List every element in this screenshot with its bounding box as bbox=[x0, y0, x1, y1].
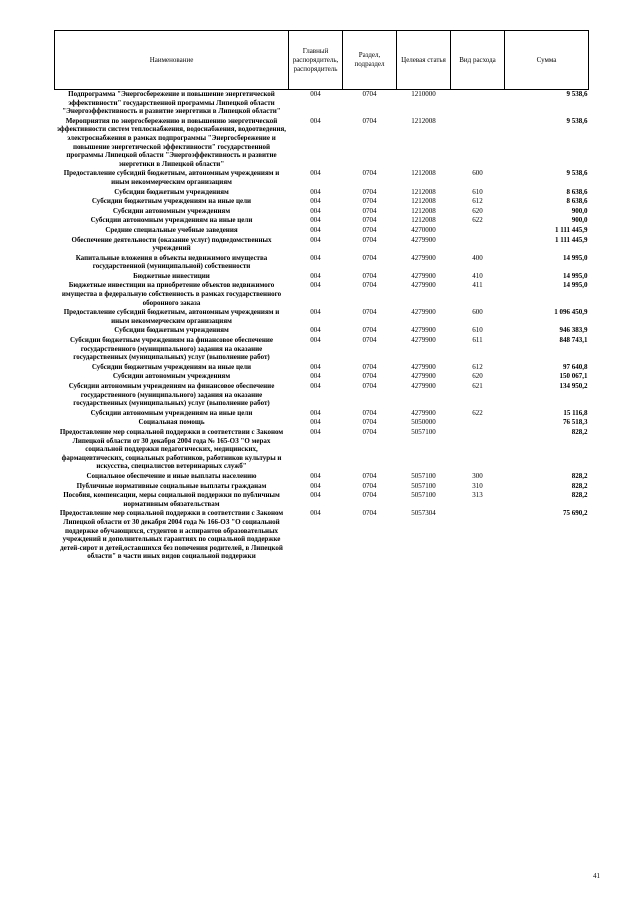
row-section: 0704 bbox=[362, 372, 377, 381]
header-target: Целевая статья bbox=[397, 31, 451, 90]
row-section: 0704 bbox=[362, 271, 377, 280]
row-section: 0704 bbox=[362, 491, 377, 500]
row-sum: 150 067,1 bbox=[559, 372, 588, 381]
row-sum: 97 640,8 bbox=[563, 362, 588, 371]
row-name: Пособия, компенсации, меры социальной поддержки по публичным нормативным обязательствам bbox=[63, 491, 280, 508]
row-target: 5057100 bbox=[411, 471, 436, 480]
row-target: 1212008 bbox=[411, 116, 436, 125]
row-main-manager: 004 bbox=[310, 197, 321, 206]
row-name: Субсидии бюджетным учреждениям bbox=[114, 326, 229, 335]
row-main-manager: 004 bbox=[310, 216, 321, 225]
row-name: Субсидии автономным учреждениям bbox=[112, 206, 231, 215]
row-name: Субсидии бюджетным учреждениям на иные цели bbox=[91, 362, 252, 371]
table-row bbox=[55, 197, 589, 207]
row-target: 4279900 bbox=[411, 382, 436, 390]
row-sum: 828,2 bbox=[571, 491, 588, 500]
row-sum: 828,2 bbox=[571, 481, 588, 490]
row-main-manager: 004 bbox=[310, 90, 321, 98]
row-section: 0704 bbox=[362, 408, 377, 417]
table-row bbox=[55, 509, 589, 562]
row-target: 4279900 bbox=[411, 235, 436, 244]
row-expense-type: 600 bbox=[472, 169, 483, 178]
row-name: Бюджетные инвестиции bbox=[133, 271, 210, 280]
row-expense-type: 410 bbox=[472, 271, 483, 280]
row-main-manager: 004 bbox=[310, 116, 321, 125]
row-section: 0704 bbox=[362, 197, 377, 206]
row-sum: 15 116,8 bbox=[563, 408, 588, 417]
table-row bbox=[55, 254, 589, 272]
row-main-manager: 004 bbox=[310, 253, 321, 262]
row-main-manager: 004 bbox=[310, 187, 321, 196]
row-expense-type bbox=[451, 428, 505, 472]
row-expense-type: 622 bbox=[472, 216, 483, 225]
row-section: 0704 bbox=[362, 418, 377, 427]
row-main-manager: 004 bbox=[310, 271, 321, 280]
table-row bbox=[55, 207, 589, 217]
table-row bbox=[55, 336, 589, 363]
row-target: 5057100 bbox=[411, 427, 436, 436]
row-expense-type bbox=[451, 509, 505, 562]
row-target: 1212008 bbox=[411, 187, 436, 196]
budget-table bbox=[54, 30, 589, 562]
row-name: Социальное обеспечение и иные выплаты населению bbox=[86, 471, 257, 480]
row-name: Субсидии автономным учреждениям на финансовое обеспечение государственного (муниципального) задания на оказание государственных (муниципальных) услуг (выполнение работ) bbox=[68, 382, 275, 408]
page-number: 41 bbox=[593, 872, 600, 880]
row-section: 0704 bbox=[362, 187, 377, 196]
table-row bbox=[55, 216, 589, 226]
row-target: 4279900 bbox=[411, 372, 436, 381]
row-target: 4279900 bbox=[411, 253, 436, 262]
row-target: 1210000 bbox=[411, 90, 436, 98]
row-main-manager: 004 bbox=[310, 418, 321, 427]
table-row bbox=[55, 482, 589, 492]
row-main-manager: 004 bbox=[310, 206, 321, 215]
row-main-manager: 004 bbox=[310, 372, 321, 381]
row-main-manager: 004 bbox=[310, 491, 321, 500]
table-row bbox=[55, 409, 589, 419]
row-name: Капитальные вложения в объекты недвижимого имущества государственной (муниципальной) собственности bbox=[75, 253, 268, 271]
row-section: 0704 bbox=[362, 481, 377, 490]
row-section: 0704 bbox=[362, 235, 377, 244]
table-row bbox=[55, 236, 589, 254]
table-row bbox=[55, 90, 589, 117]
table-row bbox=[55, 326, 589, 336]
row-target: 5050000 bbox=[411, 418, 436, 427]
row-expense-type: 612 bbox=[472, 197, 483, 206]
row-sum: 1 096 450,9 bbox=[554, 308, 588, 317]
row-name: Субсидии автономным учреждениям на иные цели bbox=[90, 216, 253, 225]
row-expense-type: 400 bbox=[472, 253, 483, 262]
row-section: 0704 bbox=[362, 308, 377, 317]
row-name: Субсидии бюджетным учреждениям на финансовое обеспечение государственного (муниципального) задания на оказание государственных (муниципальных) услуг (выполнение работ) bbox=[69, 336, 273, 362]
row-sum: 1 111 445,9 bbox=[555, 225, 588, 234]
row-target: 1212008 bbox=[411, 169, 436, 178]
row-section: 0704 bbox=[362, 326, 377, 335]
row-target: 5057304 bbox=[411, 509, 436, 518]
row-expense-type: 411 bbox=[472, 281, 483, 290]
row-name: Предоставление мер социальной поддержки в соответствии с Законом Липецкой области от 30 декабря 2004 года № 165-ОЗ "О мерах социальной поддержки педагогических, медицинских, фармацевтических, социальных работников, работников культуры и искусства, специалистов ветеринарных служб" bbox=[59, 427, 284, 471]
table-row bbox=[55, 272, 589, 282]
row-name: Бюджетные инвестиции на приобретение объектов недвижимого имущества в федеральную собственность в рамках государственного оборонного заказа bbox=[61, 281, 282, 307]
row-section: 0704 bbox=[362, 427, 377, 436]
header-expense-type: Вид расхода bbox=[451, 31, 505, 90]
row-target: 4279900 bbox=[411, 408, 436, 417]
row-target: 4279900 bbox=[411, 281, 436, 290]
header-sum: Сумма bbox=[505, 31, 589, 90]
row-name: Социальная помощь bbox=[138, 418, 205, 427]
row-expense-type: 620 bbox=[472, 372, 483, 381]
row-main-manager: 004 bbox=[310, 235, 321, 244]
table-row bbox=[55, 491, 589, 509]
row-name: Средние специальные учебные заведения bbox=[105, 225, 238, 234]
row-main-manager: 004 bbox=[310, 408, 321, 417]
row-target: 4279900 bbox=[411, 336, 436, 345]
row-name: Субсидии автономным учреждениям на иные цели bbox=[90, 408, 253, 417]
row-expense-type: 300 bbox=[472, 471, 483, 480]
row-name: Предоставление субсидий бюджетным, автономным учреждениям и иным некоммерческим организациям bbox=[63, 308, 280, 325]
row-main-manager: 004 bbox=[310, 308, 321, 317]
row-target: 4279900 bbox=[411, 271, 436, 280]
row-sum: 946 383,9 bbox=[559, 326, 588, 335]
row-name: Подпрограмма "Энергосбережение и повышение энергетической эффективности" государственной программы Липецкой области "Энергоэффективность и развитие энергетики в Липецкой области" bbox=[62, 90, 281, 116]
row-sum: 828,2 bbox=[571, 471, 588, 480]
row-expense-type: 610 bbox=[472, 326, 483, 335]
row-sum: 9 538,6 bbox=[566, 116, 588, 125]
row-section: 0704 bbox=[362, 116, 377, 125]
table-row bbox=[55, 418, 589, 428]
table-row bbox=[55, 472, 589, 482]
row-sum: 75 690,2 bbox=[563, 509, 588, 518]
row-main-manager: 004 bbox=[310, 481, 321, 490]
row-name: Предоставление субсидий бюджетным, автономным учреждениям и иным некоммерческим организациям bbox=[63, 169, 280, 186]
row-expense-type bbox=[451, 418, 505, 428]
row-sum: 848 743,1 bbox=[559, 336, 588, 345]
row-target: 1212008 bbox=[411, 197, 436, 206]
row-main-manager: 004 bbox=[310, 281, 321, 290]
row-sum: 14 995,0 bbox=[563, 281, 588, 290]
row-sum: 14 995,0 bbox=[563, 271, 588, 280]
row-section: 0704 bbox=[362, 225, 377, 234]
row-main-manager: 004 bbox=[310, 326, 321, 335]
row-target: 5057100 bbox=[411, 481, 436, 490]
row-sum: 14 995,0 bbox=[563, 253, 588, 262]
row-expense-type: 600 bbox=[472, 308, 483, 317]
row-sum: 8 638,6 bbox=[566, 187, 588, 196]
table-row bbox=[55, 281, 589, 308]
row-section: 0704 bbox=[362, 206, 377, 215]
row-section: 0704 bbox=[362, 471, 377, 480]
row-target: 4279900 bbox=[411, 308, 436, 317]
row-target: 4279900 bbox=[411, 362, 436, 371]
table-row bbox=[55, 226, 589, 236]
row-main-manager: 004 bbox=[310, 382, 321, 390]
row-expense-type: 310 bbox=[472, 481, 483, 490]
table-row bbox=[55, 169, 589, 187]
table-row bbox=[55, 117, 589, 170]
header-name: Наименование bbox=[55, 31, 289, 90]
row-main-manager: 004 bbox=[310, 509, 321, 518]
row-expense-type: 611 bbox=[472, 336, 483, 345]
row-main-manager: 004 bbox=[310, 471, 321, 480]
table-row bbox=[55, 308, 589, 326]
row-expense-type: 612 bbox=[472, 362, 483, 371]
row-name: Субсидии бюджетным учреждениям на иные цели bbox=[91, 197, 252, 206]
row-name: Субсидии автономным учреждениям bbox=[112, 372, 231, 381]
row-name: Предоставление мер социальной поддержки в соответствии с Законом Липецкой области от 30 декабря 2004 года № 166-ОЗ "О социальной поддержке обучающихся, студентов и аспирантов образовательных учреждений и дополнительных гарантиях по социальной поддержке детей-сирот и детей,оставшихся без попечения родителей, в Липецкой области" в части иных видов социальной поддержки bbox=[59, 509, 284, 561]
row-sum: 9 538,6 bbox=[566, 90, 588, 98]
row-name: Публичные нормативные социальные выплаты гражданам bbox=[76, 481, 267, 490]
row-expense-type bbox=[451, 117, 505, 170]
row-expense-type: 610 bbox=[472, 187, 483, 196]
header-main-manager: Главный распорядитель, распорядитель bbox=[289, 31, 343, 90]
table-body bbox=[55, 90, 589, 562]
row-target: 4270000 bbox=[411, 225, 436, 234]
row-target: 4279900 bbox=[411, 326, 436, 335]
row-expense-type: 621 bbox=[472, 382, 483, 390]
table-row bbox=[55, 188, 589, 198]
header-section: Раздел, подраздел bbox=[343, 31, 397, 90]
row-main-manager: 004 bbox=[310, 225, 321, 234]
row-main-manager: 004 bbox=[310, 427, 321, 436]
row-name: Обеспечение деятельности (оказание услуг) подведомственных учреждений bbox=[71, 235, 272, 253]
row-section: 0704 bbox=[362, 336, 377, 345]
row-expense-type: 622 bbox=[472, 408, 483, 417]
table-row bbox=[55, 363, 589, 373]
table-row bbox=[55, 372, 589, 382]
row-expense-type bbox=[451, 226, 505, 236]
row-section: 0704 bbox=[362, 90, 377, 98]
table-row bbox=[55, 428, 589, 472]
table-row bbox=[55, 382, 589, 409]
row-main-manager: 004 bbox=[310, 336, 321, 345]
row-target: 5057100 bbox=[411, 491, 436, 500]
row-sum: 900,0 bbox=[571, 216, 588, 225]
row-sum: 134 950,2 bbox=[559, 382, 588, 390]
row-main-manager: 004 bbox=[310, 169, 321, 178]
row-expense-type: 313 bbox=[472, 491, 483, 500]
row-expense-type bbox=[451, 90, 505, 117]
row-main-manager: 004 bbox=[310, 362, 321, 371]
row-target: 1212008 bbox=[411, 206, 436, 215]
row-section: 0704 bbox=[362, 509, 377, 518]
row-section: 0704 bbox=[362, 281, 377, 290]
row-sum: 76 518,3 bbox=[563, 418, 588, 427]
table-header bbox=[55, 31, 589, 90]
row-section: 0704 bbox=[362, 169, 377, 178]
row-sum: 900,0 bbox=[571, 206, 588, 215]
row-name: Субсидии бюджетным учреждениям bbox=[114, 187, 229, 196]
row-section: 0704 bbox=[362, 382, 377, 390]
row-sum: 828,2 bbox=[571, 427, 588, 436]
row-sum: 8 638,6 bbox=[566, 197, 588, 206]
row-section: 0704 bbox=[362, 362, 377, 371]
row-sum: 9 538,6 bbox=[566, 169, 588, 178]
row-target: 1212008 bbox=[411, 216, 436, 225]
row-section: 0704 bbox=[362, 253, 377, 262]
row-sum: 1 111 445,9 bbox=[555, 235, 588, 244]
row-name: Мероприятия по энергосбережению и повышению энергетической эффективности систем теплоснабжения, водоснабжения, водоотведения, электроснабжения в рамках подпрограммы "Энергосбережение и повышение энергетической эффективности" государственной программы Липецкой области "Энергоэффективность и развитие энергетики в Липецкой области" bbox=[56, 116, 287, 168]
row-expense-type bbox=[451, 236, 505, 254]
row-section: 0704 bbox=[362, 216, 377, 225]
row-expense-type: 620 bbox=[472, 206, 483, 215]
